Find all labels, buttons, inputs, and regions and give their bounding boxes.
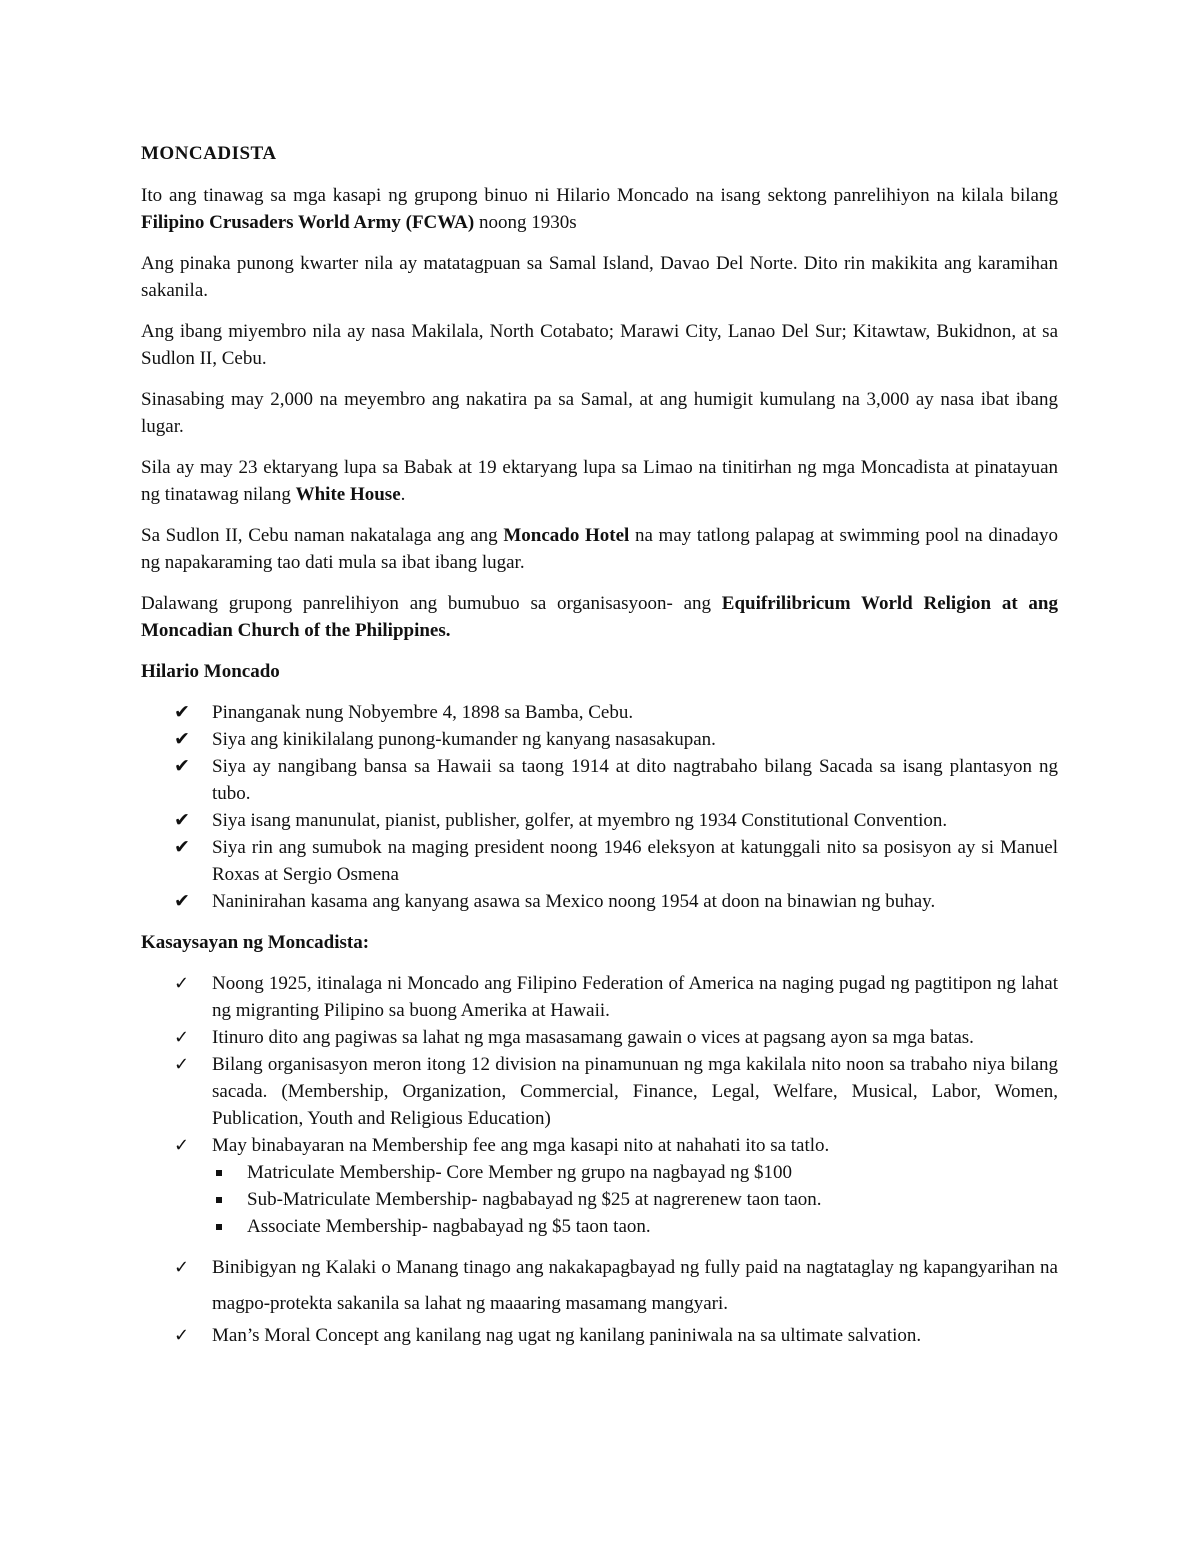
paragraph-text: noong 1930s <box>474 212 577 233</box>
check-icon: ✔ <box>174 809 190 831</box>
check-icon: ✔ <box>174 755 190 777</box>
check-icon: ✓ <box>174 1027 190 1048</box>
paragraph-religious-groups <box>141 590 1058 644</box>
check-icon: ✓ <box>174 973 190 994</box>
list-item-text: Pinanganak nung Nobyembre 4, 1898 sa Bamba, Cebu. <box>212 702 634 723</box>
paragraph-text: Ito ang tinawag sa mga kasapi ng grupong binuo ni Hilario Moncado na isang sektong panrelihiyon na kilala bilang <box>141 185 1058 206</box>
list-item-text: Man’s Moral Concept ang kanilang nag ugat ng kanilang paniniwala na sa ultimate salvation. <box>212 1325 922 1346</box>
document-title: MONCADISTA <box>141 143 277 164</box>
list-item-text: Siya ang kinikilalang punong-kumander ng kanyang nasasakupan. <box>212 729 716 750</box>
check-icon: ✔ <box>174 890 190 912</box>
list-item-text: Bilang organisasyon meron itong 12 division na pinamunuan ng mga kakilala nito noon sa trabaho niya bilang sacada. (Membership, Organization, Commercial, Finance, Legal, Welfare, Musical, Labor, Women, Publication, Youth and Religious Education) <box>212 1054 1058 1129</box>
list-item <box>141 970 1058 1024</box>
section-heading-kasaysayan: Kasaysayan ng Moncadista: <box>141 932 370 953</box>
list-item-text: May binabayaran na Membership fee ang mga kasapi nito at nahahati ito sa tatlo. <box>212 1135 830 1156</box>
list-item <box>212 1213 1058 1240</box>
check-icon: ✔ <box>174 701 190 723</box>
list-item-text: Binibigyan ng Kalaki o Manang tinago ang nakakapagbayad ng fully paid na nagtataglay ng kapangyarihan na magpo-protekta sakanila sa lahat ng maaaring masamang mangyari. <box>212 1257 1058 1314</box>
check-icon: ✓ <box>174 1135 190 1156</box>
list-item-text: Associate Membership- nagbabayad ng $5 taon taon. <box>247 1216 651 1237</box>
square-bullet-icon <box>216 1224 222 1230</box>
check-icon: ✔ <box>174 836 190 858</box>
paragraph-moncado-hotel <box>141 522 1058 576</box>
hilario-list <box>141 699 1058 915</box>
document-page <box>141 140 1058 1363</box>
paragraph-text: Sa Sudlon II, Cebu naman nakatalaga ang ang <box>141 525 504 546</box>
list-item <box>212 1159 1058 1186</box>
check-icon: ✓ <box>174 1325 190 1346</box>
bold-term-moncado-hotel: Moncado Hotel <box>503 525 630 546</box>
paragraph-text: na may tatlong palapag at swimming pool na dinadayo ng napakaraming tao dati mula sa ibat ibang lugar. <box>141 525 1058 573</box>
list-item <box>141 1024 1058 1051</box>
list-item <box>141 726 1058 753</box>
list-item <box>141 888 1058 915</box>
list-item-text: Noong 1925, itinalaga ni Moncado ang Filipino Federation of America na naging pugad ng pagtitipon ng lahat ng migranting Pilipino sa buong Amerika at Hawaii. <box>212 973 1058 1021</box>
list-item <box>141 753 1058 807</box>
list-item-text: Siya ay nangibang bansa sa Hawaii sa taong 1914 at dito nagtrabaho bilang Sacada sa isang plantasyon ng tubo. <box>212 756 1058 804</box>
paragraph-text: Dalawang grupong panrelihiyon ang bumubuo sa organisasyoon- ang <box>141 593 722 614</box>
list-item-text: Matriculate Membership- Core Member ng grupo na nagbayad ng $100 <box>247 1162 793 1183</box>
bold-term-fcwa: Filipino Crusaders World Army (FCWA) <box>141 212 475 233</box>
list-item-text: Siya rin ang sumubok na maging president noong 1946 eleksyon at katunggali nito sa posisyon ay si Manuel Roxas at Sergio Osmena <box>212 837 1058 885</box>
list-item <box>141 699 1058 726</box>
square-bullet-icon <box>216 1170 222 1176</box>
section-heading-hilario: Hilario Moncado <box>141 661 280 682</box>
bold-term-religions: Equifrilibricum World Religion at ang Moncadian Church of the Philippines. <box>141 593 1058 641</box>
paragraph-member-count: Sinasabing may 2,000 na meyembro ang nakatira pa sa Samal, at ang humigit kumulang na 3,000 ay nasa ibat ibang lugar. <box>141 389 1058 437</box>
membership-types-list <box>212 1159 1058 1240</box>
paragraph-white-house <box>141 454 1058 508</box>
paragraph-text: . <box>400 484 406 505</box>
check-icon: ✓ <box>174 1257 190 1278</box>
list-item <box>141 1322 1058 1349</box>
list-item-text: Siya isang manunulat, pianist, publisher, golfer, at myembro ng 1934 Constitutional Convention. <box>212 810 948 831</box>
list-item-text: Sub-Matriculate Membership- nagbabayad ng $25 at nagrerenew taon taon. <box>247 1189 822 1210</box>
list-item <box>141 1250 1058 1322</box>
list-item <box>212 1186 1058 1213</box>
kasaysayan-list <box>141 970 1058 1349</box>
paragraph-fcwa <box>141 182 1058 236</box>
check-icon: ✔ <box>174 728 190 750</box>
paragraph-members-locations: Ang ibang miyembro nila ay nasa Makilala, North Cotabato; Marawi City, Lanao Del Sur; Kitawtaw, Bukidnon, at sa Sudlon II, Cebu. <box>141 321 1058 369</box>
list-item <box>141 807 1058 834</box>
list-item <box>141 1051 1058 1132</box>
check-icon: ✓ <box>174 1054 190 1075</box>
paragraph-text: Sila ay may 23 ektaryang lupa sa Babak at 19 ektaryang lupa sa Limao na tinitirhan ng mga Moncadista at pinatayuan ng tinatawag nilang <box>141 457 1058 505</box>
list-item-text: Itinuro dito ang pagiwas sa lahat ng mga masasamang gawain o vices at pagsang ayon sa mga batas. <box>212 1027 974 1048</box>
square-bullet-icon <box>216 1197 222 1203</box>
bold-term-white-house: White House <box>295 484 401 505</box>
list-item <box>141 1132 1058 1240</box>
list-item-text: Naninirahan kasama ang kanyang asawa sa Mexico noong 1954 at doon na binawian ng buhay. <box>212 891 936 912</box>
list-item <box>141 834 1058 888</box>
paragraph-headquarters: Ang pinaka punong kwarter nila ay matatagpuan sa Samal Island, Davao Del Norte. Dito rin makikita ang karamihan sakanila. <box>141 253 1058 301</box>
